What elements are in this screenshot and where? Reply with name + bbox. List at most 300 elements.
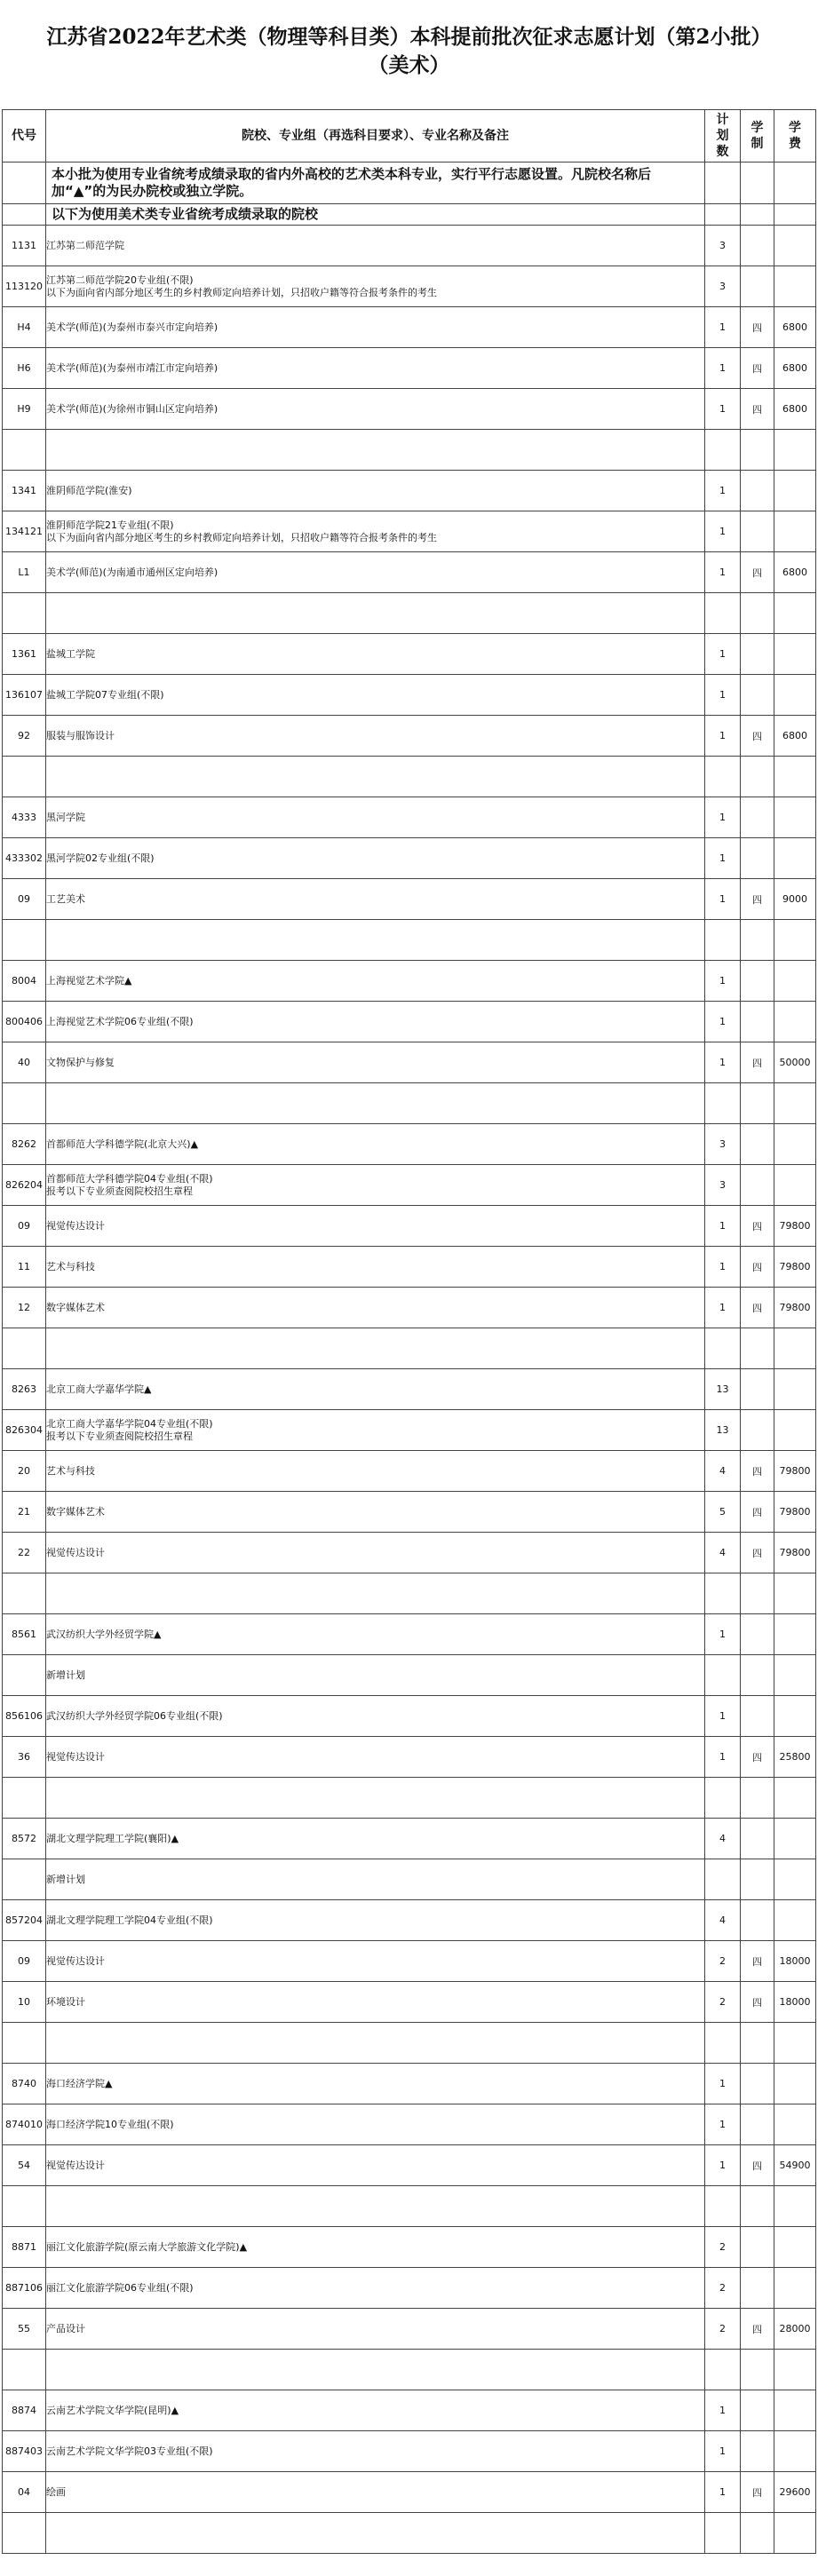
cell-name-text: 武汉纺织大学外经贸学院▲	[46, 1628, 162, 1640]
cell-name	[46, 2023, 705, 2064]
group-row	[3, 266, 816, 307]
cell-years	[741, 2350, 774, 2390]
cell-fee	[774, 634, 816, 675]
school-row	[3, 1614, 816, 1655]
cell-code	[3, 1083, 46, 1124]
cell-code: 09	[3, 879, 46, 920]
group-row	[3, 1696, 816, 1737]
header-name: 院校、专业组（再选科目要求）、专业名称及备注	[46, 110, 705, 162]
cell-plan	[705, 920, 741, 961]
cell-code	[3, 757, 46, 797]
cell-name	[46, 389, 705, 430]
cell-plan	[705, 204, 741, 226]
table-header-row	[3, 110, 816, 162]
cell-fee	[774, 1819, 816, 1859]
cell-code: H6	[3, 348, 46, 389]
spacer-row	[3, 430, 816, 471]
cell-years	[741, 961, 774, 1002]
cell-name-text: 盐城工学院07专业组(不限)	[46, 688, 164, 701]
cell-code: 21	[3, 1492, 46, 1533]
cell-code	[3, 1778, 46, 1819]
cell-fee	[774, 1696, 816, 1737]
cell-name-note: 以下为面向省内部分地区考生的乡村教师定向培养计划，只招收户籍等符合报考条件的考生	[46, 531, 437, 543]
cell-plan	[705, 2513, 741, 2554]
cell-name	[46, 1696, 705, 1737]
cell-years: 四	[741, 1533, 774, 1573]
major-row	[3, 552, 816, 593]
cell-name-text: 首都师范大学科德学院(北京大兴)▲	[46, 1137, 199, 1150]
cell-name	[46, 1124, 705, 1165]
major-row	[3, 716, 816, 757]
major-row	[3, 2309, 816, 2350]
cell-fee: 18000	[774, 1941, 816, 1982]
major-row	[3, 307, 816, 348]
cell-name	[46, 307, 705, 348]
group-row	[3, 2431, 816, 2472]
cell-code: 800406	[3, 1002, 46, 1042]
cell-code: 826304	[3, 1410, 46, 1451]
cell-fee	[774, 1778, 816, 1819]
cell-name-text: 服装与服饰设计	[46, 729, 115, 741]
school-row	[3, 2390, 816, 2431]
note-row	[3, 204, 816, 226]
cell-fee: 6800	[774, 348, 816, 389]
cell-fee	[774, 2227, 816, 2268]
cell-plan: 1	[705, 1002, 741, 1042]
cell-name	[46, 348, 705, 389]
cell-plan	[705, 2350, 741, 2390]
major-row	[3, 1492, 816, 1533]
cell-years	[741, 593, 774, 634]
major-row	[3, 348, 816, 389]
cell-code: 887403	[3, 2431, 46, 2472]
cell-name	[46, 1859, 705, 1900]
cell-years: 四	[741, 348, 774, 389]
cell-name	[46, 204, 705, 226]
major-row	[3, 2472, 816, 2513]
spacer-row	[3, 1573, 816, 1614]
spacer-row	[3, 2513, 816, 2554]
cell-name-text: 湖北文理学院理工学院(襄阳)▲	[46, 1832, 179, 1844]
cell-code	[3, 430, 46, 471]
cell-code: 40	[3, 1042, 46, 1083]
cell-fee	[774, 2431, 816, 2472]
major-row	[3, 1288, 816, 1328]
cell-plan: 3	[705, 226, 741, 266]
cell-code: 826204	[3, 1165, 46, 1206]
cell-name-text: 美术学(师范)(为泰州市靖江市定向培养)	[46, 361, 218, 374]
cell-years	[741, 1696, 774, 1737]
cell-code: 1131	[3, 226, 46, 266]
cell-plan: 2	[705, 2309, 741, 2350]
cell-fee: 6800	[774, 716, 816, 757]
cell-fee: 6800	[774, 307, 816, 348]
cell-code: 09	[3, 1941, 46, 1982]
cell-name-text: 黑河学院	[46, 811, 85, 823]
cell-years	[741, 1369, 774, 1410]
cell-fee	[774, 1369, 816, 1410]
cell-name	[46, 1451, 705, 1492]
cell-years	[741, 1778, 774, 1819]
header-years: 学制	[741, 110, 774, 162]
cell-plan: 1	[705, 879, 741, 920]
cell-plan: 1	[705, 675, 741, 716]
cell-years	[741, 511, 774, 552]
major-row	[3, 1247, 816, 1288]
major-row	[3, 1451, 816, 1492]
cell-years: 四	[741, 552, 774, 593]
cell-code: 8263	[3, 1369, 46, 1410]
cell-name-note: 报考以下专业须查阅院校招生章程	[46, 1185, 193, 1197]
spacer-row	[3, 2186, 816, 2227]
cell-name	[46, 1941, 705, 1982]
major-row	[3, 1206, 816, 1247]
cell-name	[46, 838, 705, 879]
note-row	[3, 162, 816, 204]
cell-plan: 4	[705, 1900, 741, 1941]
cell-code: 134121	[3, 511, 46, 552]
cell-fee: 18000	[774, 1982, 816, 2023]
cell-years	[741, 2268, 774, 2309]
cell-name-text: 北京工商大学嘉华学院▲	[46, 1383, 152, 1395]
cell-plan	[705, 162, 741, 204]
cell-name-text: 云南艺术学院文华学院03专业组(不限)	[46, 2445, 213, 2457]
cell-code	[3, 2513, 46, 2554]
cell-fee	[774, 1573, 816, 1614]
cell-fee: 25800	[774, 1737, 816, 1778]
cell-name-text: 文物保护与修复	[46, 1056, 115, 1068]
cell-plan: 4	[705, 1533, 741, 1573]
cell-fee	[774, 1002, 816, 1042]
group-row	[3, 675, 816, 716]
cell-name	[46, 1533, 705, 1573]
cell-code: 20	[3, 1451, 46, 1492]
cell-name	[46, 1778, 705, 1819]
cell-fee	[774, 675, 816, 716]
cell-fee: 6800	[774, 389, 816, 430]
cell-name-text: 盐城工学院	[46, 647, 95, 660]
cell-plan	[705, 1859, 741, 1900]
cell-years	[741, 838, 774, 879]
spacer-row	[3, 593, 816, 634]
cell-years: 四	[741, 389, 774, 430]
cell-fee	[774, 204, 816, 226]
cell-plan: 1	[705, 716, 741, 757]
cell-code	[3, 204, 46, 226]
cell-code: 11	[3, 1247, 46, 1288]
cell-name	[46, 1328, 705, 1369]
spacer-row	[3, 2350, 816, 2390]
cell-fee	[774, 1900, 816, 1941]
cell-years	[741, 1328, 774, 1369]
cell-code	[3, 593, 46, 634]
cell-fee	[774, 266, 816, 307]
cell-name	[46, 675, 705, 716]
cell-name	[46, 266, 705, 307]
header-plan: 计划数	[705, 110, 741, 162]
cell-plan	[705, 1655, 741, 1696]
cell-name-text: 新增计划	[46, 1668, 85, 1681]
cell-name-text: 美术学(师范)(为徐州市铜山区定向培养)	[46, 402, 218, 415]
cell-code: 4333	[3, 797, 46, 838]
cell-plan	[705, 1573, 741, 1614]
cell-plan: 1	[705, 389, 741, 430]
school-row	[3, 471, 816, 511]
cell-name	[46, 961, 705, 1002]
cell-years: 四	[741, 879, 774, 920]
title-line-1: 江苏省2022年艺术类（物理等科目类）本科提前批次征求志愿计划（第2小批）	[46, 25, 772, 49]
cell-code	[3, 1573, 46, 1614]
cell-name-text: 北京工商大学嘉华学院04专业组(不限)	[46, 1417, 213, 1430]
cell-code	[3, 1655, 46, 1696]
cell-fee: 29600	[774, 2472, 816, 2513]
cell-fee	[774, 1655, 816, 1696]
cell-plan: 1	[705, 1206, 741, 1247]
cell-code	[3, 2186, 46, 2227]
cell-plan: 1	[705, 838, 741, 879]
cell-years	[741, 1900, 774, 1941]
cell-name	[46, 1247, 705, 1288]
cell-years	[741, 204, 774, 226]
cell-plan: 1	[705, 634, 741, 675]
cell-fee	[774, 2186, 816, 2227]
cell-plan: 2	[705, 2268, 741, 2309]
cell-code: 1361	[3, 634, 46, 675]
cell-fee	[774, 1083, 816, 1124]
cell-plan: 3	[705, 266, 741, 307]
cell-fee	[774, 1328, 816, 1369]
cell-years	[741, 1124, 774, 1165]
cell-plan	[705, 1778, 741, 1819]
cell-plan: 3	[705, 1124, 741, 1165]
cell-plan	[705, 1083, 741, 1124]
cell-name	[46, 716, 705, 757]
cell-plan: 1	[705, 2064, 741, 2104]
cell-years: 四	[741, 2309, 774, 2350]
cell-years	[741, 430, 774, 471]
cell-name-text: 以下为使用美术类专业省统考成绩录取的院校	[52, 206, 319, 222]
school-row	[3, 226, 816, 266]
cell-years: 四	[741, 1288, 774, 1328]
cell-plan: 4	[705, 1451, 741, 1492]
cell-code: 433302	[3, 838, 46, 879]
cell-fee	[774, 1165, 816, 1206]
cell-fee: 50000	[774, 1042, 816, 1083]
cell-name-note: 报考以下专业须查阅院校招生章程	[46, 1430, 193, 1442]
header-fee: 学费	[774, 110, 816, 162]
cell-plan	[705, 2023, 741, 2064]
cell-fee	[774, 1614, 816, 1655]
cell-fee: 79800	[774, 1492, 816, 1533]
major-row	[3, 1941, 816, 1982]
school-row	[3, 961, 816, 1002]
cell-fee	[774, 2104, 816, 2145]
cell-name	[46, 2064, 705, 2104]
spacer-row	[3, 1328, 816, 1369]
cell-name	[46, 1492, 705, 1533]
title-line-2: （美术）	[368, 53, 450, 77]
cell-name-text: 新增计划	[46, 1873, 85, 1885]
cell-name-text: 美术学(师范)(为南通市通州区定向培养)	[46, 566, 218, 578]
cell-fee	[774, 1859, 816, 1900]
cell-name-text: 艺术与科技	[46, 1260, 95, 1272]
cell-name	[46, 1410, 705, 1451]
cell-years	[741, 2390, 774, 2431]
cell-fee: 79800	[774, 1206, 816, 1247]
cell-name	[46, 1083, 705, 1124]
cell-name	[46, 511, 705, 552]
school-row	[3, 2064, 816, 2104]
cell-name	[46, 2268, 705, 2309]
group-row	[3, 1165, 816, 1206]
cell-name	[46, 2145, 705, 2186]
cell-name-text: 云南艺术学院文华学院(昆明)▲	[46, 2404, 179, 2416]
cell-years: 四	[741, 307, 774, 348]
cell-years	[741, 1655, 774, 1696]
cell-fee	[774, 961, 816, 1002]
group-row	[3, 2104, 816, 2145]
cell-name-text: 视觉传达设计	[46, 1546, 105, 1558]
cell-years	[741, 757, 774, 797]
cell-code: 09	[3, 1206, 46, 1247]
cell-years	[741, 226, 774, 266]
cell-name-text: 上海视觉艺术学院▲	[46, 974, 132, 987]
cell-name	[46, 471, 705, 511]
cell-years	[741, 920, 774, 961]
cell-name-text: 视觉传达设计	[46, 1219, 105, 1232]
cell-name-text: 黑河学院02专业组(不限)	[46, 852, 155, 864]
cell-name-text: 首都师范大学科德学院04专业组(不限)	[46, 1172, 213, 1185]
cell-code: 8561	[3, 1614, 46, 1655]
cell-years	[741, 2431, 774, 2472]
cell-code: 8004	[3, 961, 46, 1002]
cell-name	[46, 226, 705, 266]
cell-name	[46, 1288, 705, 1328]
cell-name	[46, 552, 705, 593]
cell-fee: 6800	[774, 552, 816, 593]
cell-years	[741, 2513, 774, 2554]
cell-code: 04	[3, 2472, 46, 2513]
cell-years	[741, 1410, 774, 1451]
cell-plan: 1	[705, 2390, 741, 2431]
indent-row	[3, 1655, 816, 1696]
cell-fee: 79800	[774, 1451, 816, 1492]
cell-name	[46, 2390, 705, 2431]
cell-name-text: 上海视觉艺术学院06专业组(不限)	[46, 1015, 194, 1027]
cell-code: H4	[3, 307, 46, 348]
cell-years: 四	[741, 1941, 774, 1982]
cell-plan: 1	[705, 2104, 741, 2145]
cell-plan: 2	[705, 1982, 741, 2023]
cell-name-text: 海口经济学院▲	[46, 2077, 113, 2089]
cell-fee	[774, 920, 816, 961]
cell-name-text: 数字媒体艺术	[46, 1301, 105, 1313]
cell-plan	[705, 757, 741, 797]
cell-name	[46, 1165, 705, 1206]
cell-code: 54	[3, 2145, 46, 2186]
cell-name	[46, 593, 705, 634]
cell-years	[741, 2064, 774, 2104]
cell-code: 22	[3, 1533, 46, 1573]
cell-name-text: 淮阴师范学院21专业组(不限)	[46, 519, 174, 531]
cell-plan: 1	[705, 1737, 741, 1778]
cell-years	[741, 471, 774, 511]
cell-name-text: 艺术与科技	[46, 1464, 95, 1477]
spacer-row	[3, 920, 816, 961]
cell-years: 四	[741, 1737, 774, 1778]
cell-years	[741, 2186, 774, 2227]
school-row	[3, 2227, 816, 2268]
cell-name-note: 以下为面向省内部分地区考生的乡村教师定向培养计划，只招收户籍等符合报考条件的考生	[46, 286, 437, 298]
cell-plan: 1	[705, 1247, 741, 1288]
cell-plan	[705, 1328, 741, 1369]
group-row	[3, 2268, 816, 2309]
cell-plan: 1	[705, 2145, 741, 2186]
cell-years: 四	[741, 1982, 774, 2023]
group-row	[3, 1410, 816, 1451]
cell-fee	[774, 2390, 816, 2431]
cell-plan: 1	[705, 307, 741, 348]
cell-fee	[774, 430, 816, 471]
cell-plan: 1	[705, 1042, 741, 1083]
major-row	[3, 2145, 816, 2186]
cell-years	[741, 162, 774, 204]
spacer-row	[3, 2023, 816, 2064]
cell-name-text: 湖北文理学院理工学院04专业组(不限)	[46, 1914, 213, 1926]
cell-code	[3, 1328, 46, 1369]
cell-plan: 2	[705, 1941, 741, 1982]
cell-name	[46, 2186, 705, 2227]
cell-code: H9	[3, 389, 46, 430]
cell-years	[741, 266, 774, 307]
cell-code	[3, 162, 46, 204]
cell-name-text: 数字媒体艺术	[46, 1505, 105, 1518]
cell-plan: 1	[705, 1288, 741, 1328]
school-row	[3, 1369, 816, 1410]
cell-name-text: 武汉纺织大学外经贸学院06专业组(不限)	[46, 1709, 223, 1722]
cell-fee	[774, 2023, 816, 2064]
cell-name	[46, 920, 705, 961]
cell-name	[46, 2350, 705, 2390]
cell-code: 1341	[3, 471, 46, 511]
cell-code: 92	[3, 716, 46, 757]
major-row	[3, 879, 816, 920]
cell-code: 887106	[3, 2268, 46, 2309]
cell-years	[741, 2023, 774, 2064]
cell-code	[3, 2350, 46, 2390]
major-row	[3, 389, 816, 430]
cell-name	[46, 2513, 705, 2554]
school-row	[3, 797, 816, 838]
group-row	[3, 838, 816, 879]
cell-name-text: 海口经济学院10专业组(不限)	[46, 2118, 174, 2130]
cell-code: 8871	[3, 2227, 46, 2268]
cell-plan: 1	[705, 1696, 741, 1737]
cell-code: 8572	[3, 1819, 46, 1859]
cell-plan: 1	[705, 1614, 741, 1655]
cell-name	[46, 797, 705, 838]
cell-code: 8262	[3, 1124, 46, 1165]
cell-years	[741, 2227, 774, 2268]
cell-plan: 3	[705, 1165, 741, 1206]
cell-fee	[774, 838, 816, 879]
indent-row	[3, 1859, 816, 1900]
cell-name	[46, 1002, 705, 1042]
cell-code: 856106	[3, 1696, 46, 1737]
cell-fee	[774, 797, 816, 838]
cell-name	[46, 1655, 705, 1696]
cell-code: 55	[3, 2309, 46, 2350]
